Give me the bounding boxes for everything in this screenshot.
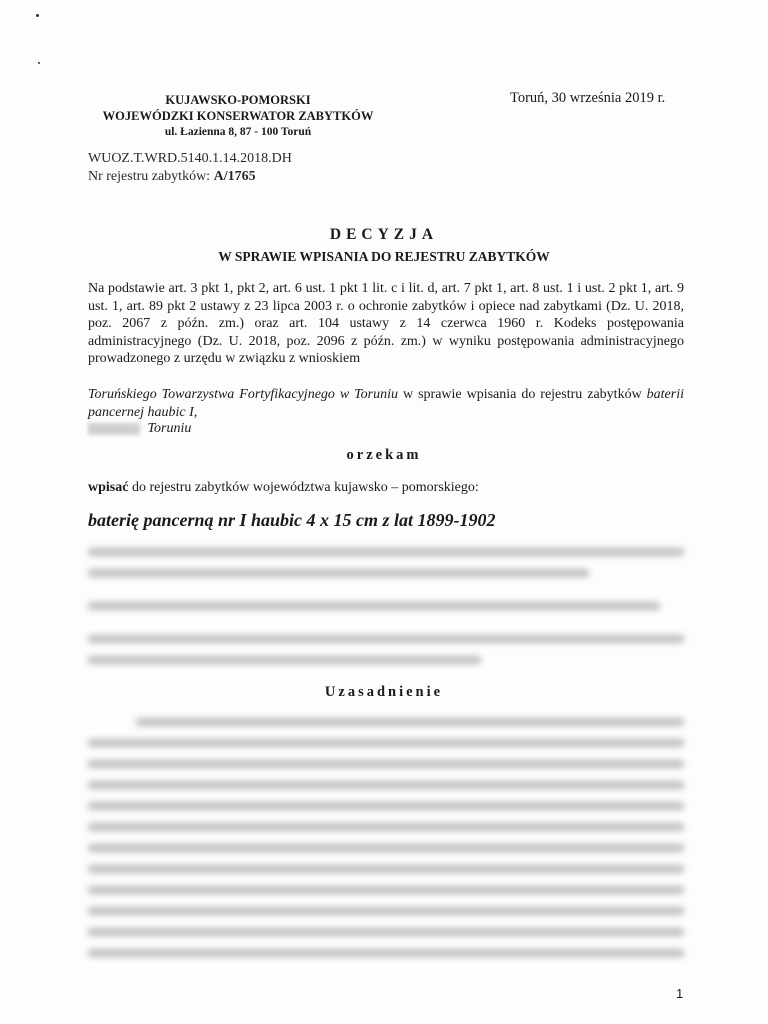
issuer-line-2: WOJEWÓDZKI KONSERWATOR ZABYTKÓW [102,109,374,123]
redacted-text [88,423,140,435]
page-number: 1 [676,986,684,1001]
scan-dot [38,62,40,64]
registry-value: A/1765 [213,169,256,184]
redacted-line [88,602,660,610]
justification-heading: Uzasadnienie [324,684,444,700]
redacted-line [88,569,589,577]
redacted-line [88,739,684,747]
issuer-address: ul. Łazienna 8, 87 - 100 Toruń [164,126,312,138]
redacted-line [88,760,684,768]
issuer-header [88,92,388,140]
redacted-block [88,548,684,677]
issuer-line-1: KUJAWSKO-POMORSKI [165,93,311,107]
enter-word: wpisać [88,480,129,495]
decision-title: DECYZJA [329,226,439,243]
redacted-line [88,656,481,664]
redacted-line [88,781,684,789]
redacted-line [88,802,684,810]
case-number: WUOZ.T.WRD.5140.1.14.2018.DH [88,151,292,166]
redacted-line [88,635,684,643]
redacted-line [88,928,684,936]
redacted-line [88,886,684,894]
object-name: baterię pancerną nr I haubic 4 x 15 cm z lat 1899-1902 [88,510,496,530]
enter-text: do rejestru zabytków województwa kujawsko – pomorskiego: [128,480,479,495]
redacted-line [88,823,684,831]
redacted-line [88,949,684,957]
decision-subtitle: W SPRAWIE WPISANIA DO REJESTRU ZABYTKÓW [218,249,550,264]
redacted-line [88,907,684,915]
ruling-heading: orzekam [346,447,422,463]
document-date: Toruń, 30 września 2019 r. [510,90,666,106]
reference-block [88,150,292,186]
matter-text: w sprawie wpisania do rejestru zabytków [398,387,647,402]
redacted-line [88,844,684,852]
redacted-justification [88,718,684,970]
location-city: Toruniu [147,421,192,436]
legal-basis-paragraph: Na podstawie art. 3 pkt 1, pkt 2, art. 6 ust. 1 pkt 1 lit. c i lit. d, art. 7 pkt 1, art. 8 ust. 1 i ust. 2 pkt 1, art. 9 ust. 1, art. 89 pkt 2 ustawy z 23 lipca 2003 r. o ochronie zabytków i opiece nad zabytkami (Dz. U. 2018, poz. 2067 z późn. zm.) oraz art. 104 ustawy z 14 czerwca 1960 r. Kodeks postępowania administracyjnego (Dz. U. 2018, poz. 2096 z późn. zm.) w wyniku postępowania administracyjnego prowadzonego z urzędu w związku z wnioskiem [88,281,684,366]
redacted-line [88,865,684,873]
object-short-name: baterii pancernej haubic I, [88,387,684,420]
applicant-name: Toruńskiego Towarzystwa Fortyfikacyjnego w Toruniu [88,387,399,402]
scan-dot [36,14,39,17]
ruling-sentence [88,480,479,496]
registry-label: Nr rejestru zabytków: [88,169,211,184]
applicant-paragraph [88,386,684,421]
redacted-line [136,718,684,726]
registry-number-line [88,168,292,186]
redacted-line [88,548,684,556]
location-line [88,421,191,437]
